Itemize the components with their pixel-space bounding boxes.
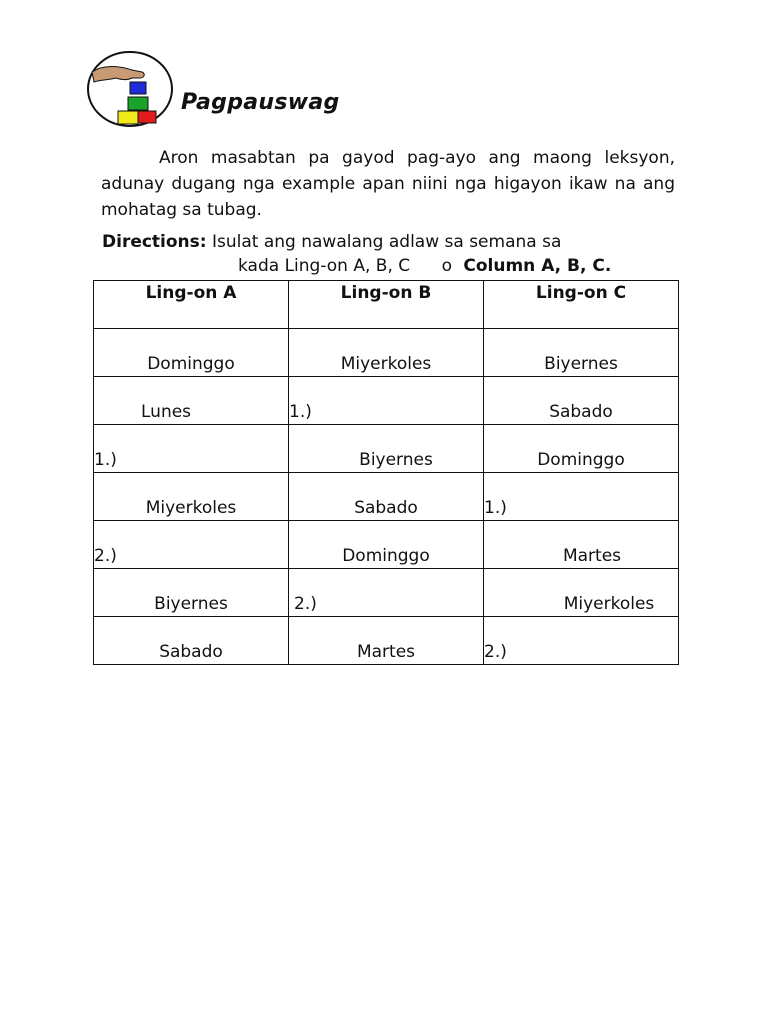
directions-conjunction: o (441, 256, 452, 276)
table-cell: Sabado (94, 617, 289, 665)
header-ling-on-a: Ling-on A (94, 281, 289, 329)
directions-label: Directions: (102, 232, 207, 252)
table-cell: Biyernes (484, 329, 679, 377)
table-cell: Dominggo (94, 329, 289, 377)
directions-emphasis: Column A, B, C. (463, 256, 612, 276)
directions-line-2 (238, 256, 611, 276)
intro-paragraph: Aron masabtan pa gayod pag-ayo ang maong leksyon, adunay dugang nga example apan niini nga higayon ikaw na ang mohatag sa tubag. (101, 148, 675, 220)
answer-blank-cell[interactable]: 2.) (289, 569, 484, 617)
answer-blank-cell[interactable]: 1.) (289, 377, 484, 425)
header-ling-on-c: Ling-on C (484, 281, 679, 329)
stacking-blocks-logo (86, 50, 174, 128)
table-row (94, 521, 679, 569)
table-cell: Dominggo (484, 425, 679, 473)
table-cell: Biyernes (289, 425, 484, 473)
table-row (94, 329, 679, 377)
table-cell: Dominggo (289, 521, 484, 569)
directions-text-1: Isulat ang nawalang adlaw sa semana sa (212, 232, 562, 252)
days-table (93, 280, 679, 665)
directions-line-1 (102, 232, 561, 252)
table-row (94, 425, 679, 473)
table-cell: Biyernes (94, 569, 289, 617)
table-cell: Miyerkoles (289, 329, 484, 377)
table-row (94, 473, 679, 521)
table-cell: Martes (484, 521, 679, 569)
table-cell: Martes (289, 617, 484, 665)
answer-blank-cell[interactable]: 2.) (94, 521, 289, 569)
table-cell: Sabado (289, 473, 484, 521)
table-cell: Lunes (94, 377, 289, 425)
answer-blank-cell[interactable]: 1.) (484, 473, 679, 521)
directions-text-2: kada Ling-on A, B, C (238, 256, 411, 276)
table-cell: Miyerkoles (94, 473, 289, 521)
table-row (94, 617, 679, 665)
answer-blank-cell[interactable]: 1.) (94, 425, 289, 473)
table-row (94, 377, 679, 425)
header-ling-on-b: Ling-on B (289, 281, 484, 329)
table-cell: Miyerkoles (484, 569, 679, 617)
table-header-row (94, 281, 679, 329)
table-cell: Sabado (484, 377, 679, 425)
table-row (94, 569, 679, 617)
answer-blank-cell[interactable]: 2.) (484, 617, 679, 665)
section-title: Pagpauswag (181, 90, 340, 115)
